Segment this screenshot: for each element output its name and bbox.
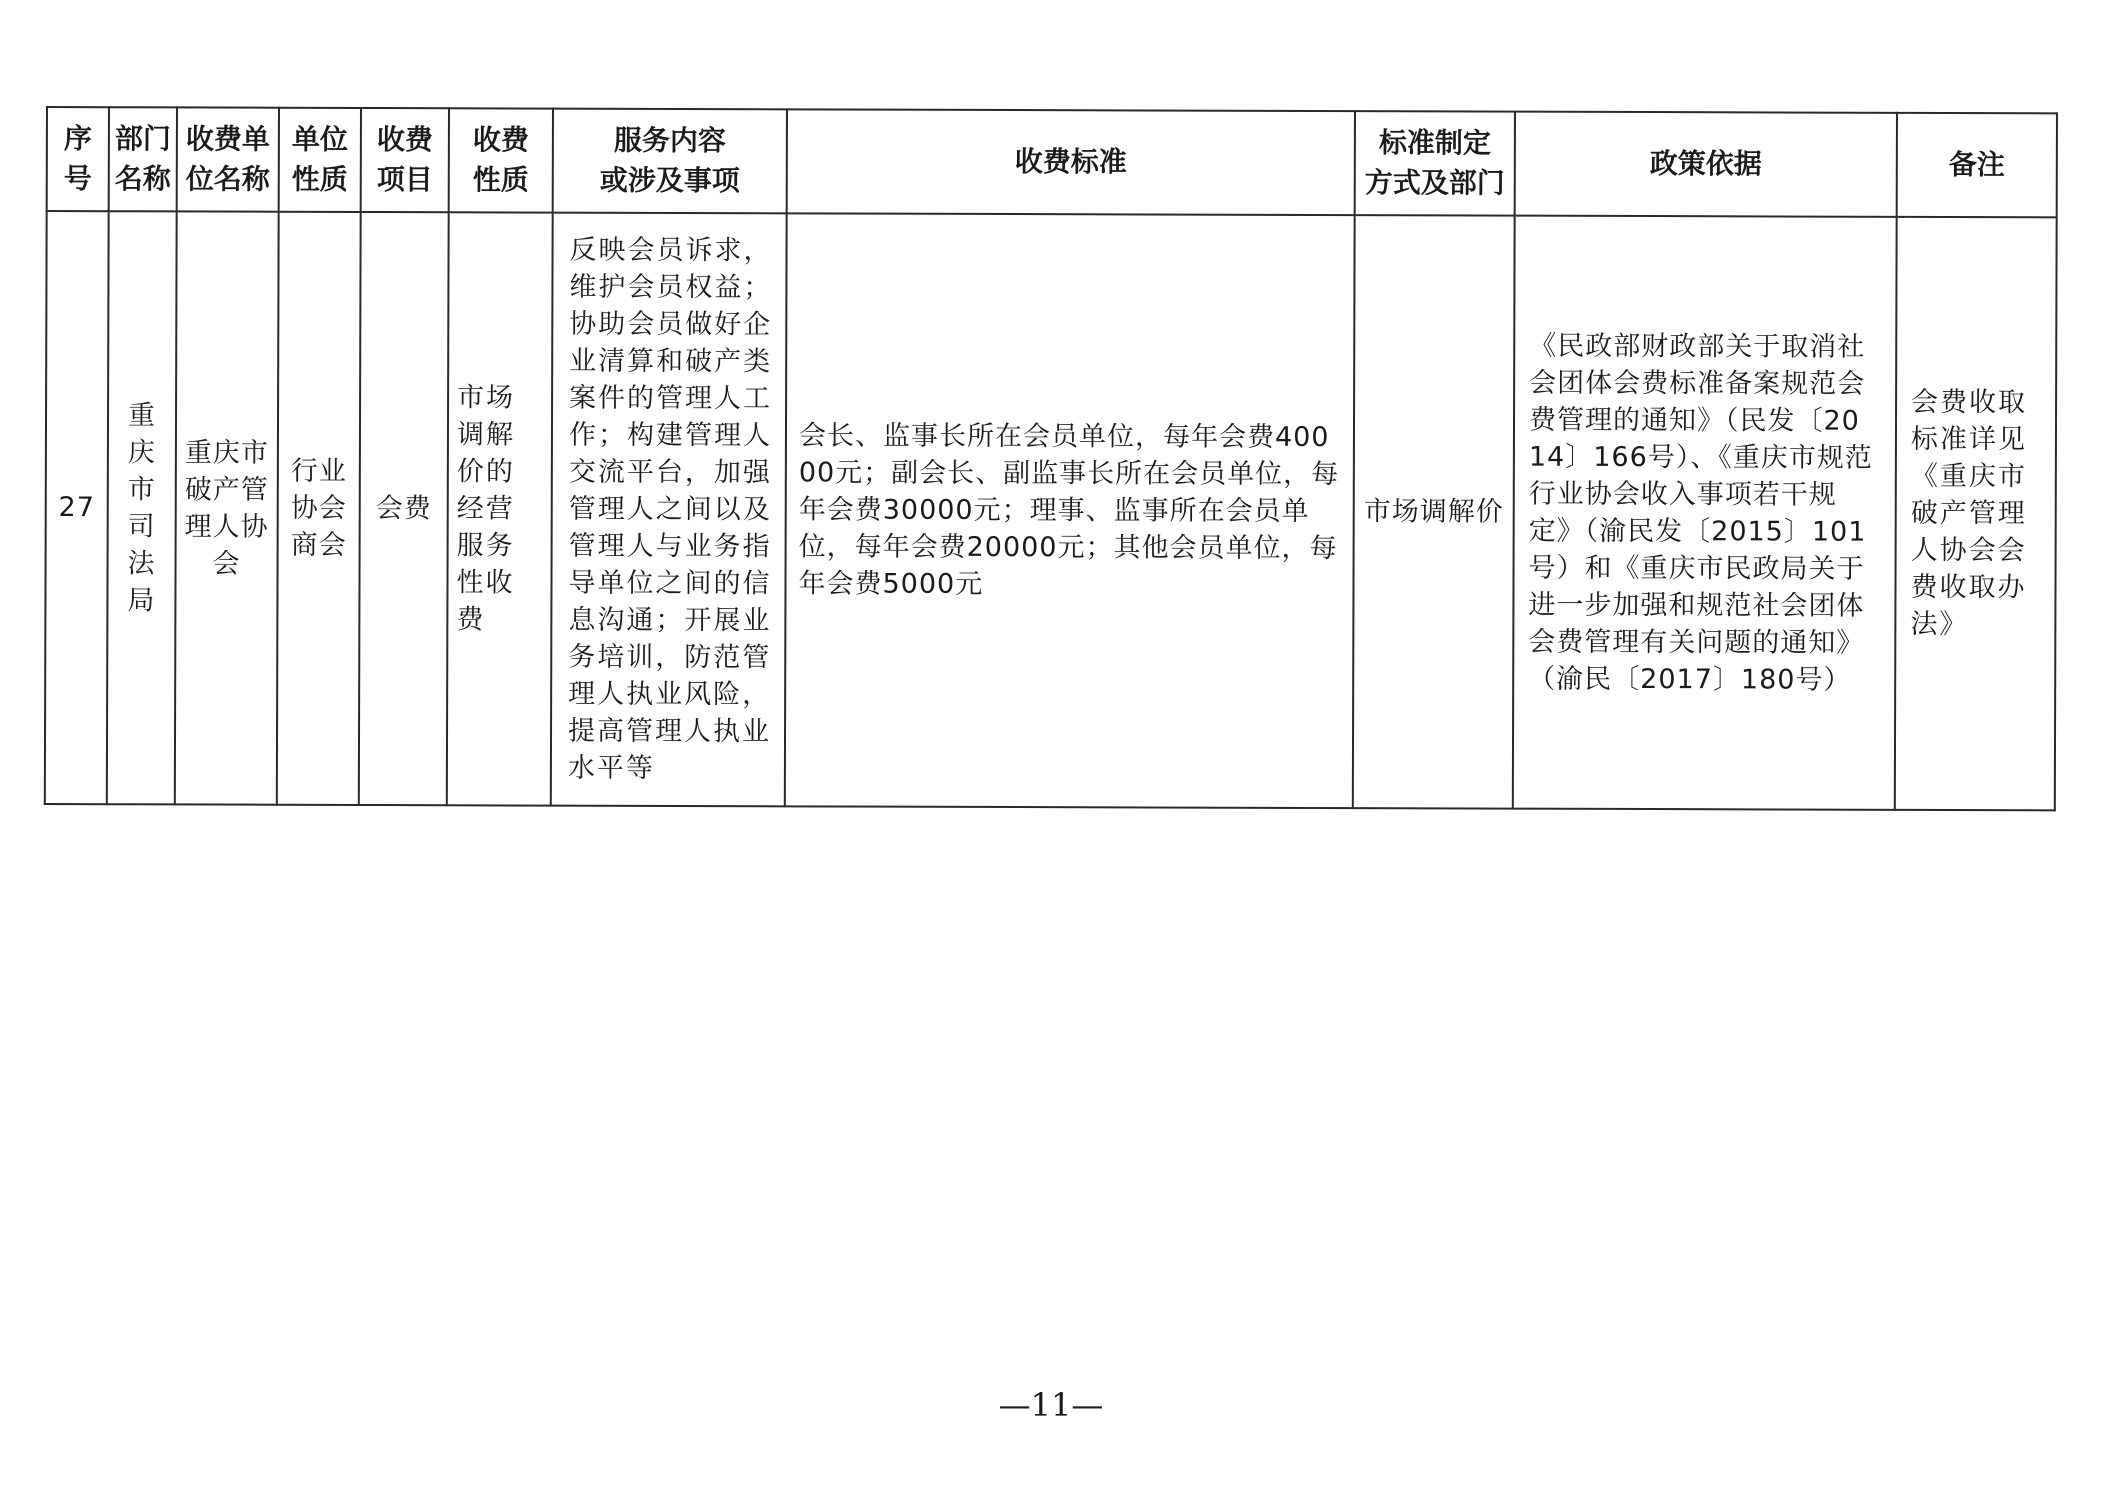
header-remark bbox=[1897, 113, 2057, 218]
header-standard bbox=[787, 109, 1355, 215]
cell-item-text: 会费 bbox=[375, 493, 432, 525]
header-unit-line-2: 位名称 bbox=[185, 162, 270, 196]
cell-policy bbox=[1513, 216, 1897, 810]
header-seq bbox=[47, 107, 109, 211]
cell-method-text: 市场调解价 bbox=[1363, 496, 1504, 528]
page-number: —11— bbox=[998, 1386, 1104, 1424]
cell-unit-text: 重庆市破产管理人协会 bbox=[184, 436, 269, 580]
header-unit bbox=[177, 107, 279, 211]
header-dept bbox=[109, 107, 177, 211]
header-dept-line-1: 部门 bbox=[114, 122, 171, 156]
cell-seq-text: 27 bbox=[58, 492, 95, 524]
header-unit-line-1: 收费单 bbox=[185, 122, 270, 156]
cell-service bbox=[551, 213, 787, 807]
header-nature-line-2: 性质 bbox=[472, 163, 529, 197]
header-row bbox=[47, 107, 2057, 217]
header-standard-label: 收费标准 bbox=[1014, 145, 1127, 179]
header-seq-line-1: 序 bbox=[63, 122, 92, 156]
cell-unit-type-text: 行业协会商会 bbox=[290, 455, 347, 561]
header-dept-line-2: 名称 bbox=[114, 162, 171, 196]
cell-dept bbox=[107, 211, 177, 804]
cell-dept-text: 重庆市司法局 bbox=[127, 399, 157, 616]
header-policy-label: 政策依据 bbox=[1649, 147, 1762, 181]
cell-nature-text: 市场调解价的经营服务性收费 bbox=[456, 382, 516, 636]
header-nature-line-1: 收费 bbox=[472, 123, 529, 157]
cell-seq bbox=[45, 211, 109, 804]
header-nature bbox=[449, 108, 553, 212]
header-item-line-2: 项目 bbox=[376, 163, 433, 197]
header-policy bbox=[1515, 112, 1897, 217]
header-method bbox=[1355, 111, 1515, 216]
header-service-line-1: 服务内容 bbox=[613, 123, 726, 158]
table-row bbox=[45, 211, 2057, 810]
cell-service-text: 反映会员诉求，维护会员权益；协助会员做好企业清算和破产类案件的管理人工作；构建管理人交流平台，加强管理人之间以及管理人与业务指导单位之间的信息沟通；开展业务培训，防范管理人执业风险，提高管理人执业水平等 bbox=[567, 234, 773, 784]
header-method-line-2: 方式及部门 bbox=[1364, 166, 1505, 200]
cell-method bbox=[1353, 215, 1515, 808]
cell-nature bbox=[447, 212, 553, 805]
header-service bbox=[553, 109, 787, 214]
header-item-line-1: 收费 bbox=[376, 123, 433, 157]
cell-unit bbox=[175, 211, 279, 804]
cell-remark-text: 会费收取标准详见《重庆市破产管理人协会会费收取办法》 bbox=[1910, 386, 2028, 641]
cell-unit-type bbox=[277, 212, 361, 805]
header-remark-label: 备注 bbox=[1948, 147, 2005, 182]
header-service-line-2: 或涉及事项 bbox=[599, 163, 740, 198]
cell-standard-text: 会长、监事长所在会员单位，每年会费40000元；副会长、副监事长所在会员单位，每年会费30000元；理事、监事所在会员单位，每年会费20000元；其他会员单位，每年会费5000元 bbox=[798, 420, 1340, 600]
cell-remark bbox=[1895, 217, 2057, 810]
header-item bbox=[361, 108, 449, 212]
header-unit-type-line-2: 性质 bbox=[291, 162, 348, 196]
header-unit-type bbox=[279, 108, 361, 212]
fee-table bbox=[44, 106, 2058, 811]
header-method-line-1: 标准制定 bbox=[1378, 126, 1491, 160]
header-unit-type-line-1: 单位 bbox=[291, 122, 348, 156]
header-seq-line-2: 号 bbox=[63, 162, 92, 196]
cell-standard bbox=[785, 213, 1355, 808]
cell-policy-text: 《民政部财政部关于取消社会团体会费标准备案规范会费管理的通知》（民发〔2014〕166号）、《重庆市规范行业协会收入事项若干规定》（渝民发〔2015〕101号）和《重庆市民政局关于进一步加强和规范社会团体会费管理有关问题的通知》（渝民〔2017〕180号） bbox=[1528, 330, 1873, 696]
cell-item bbox=[359, 212, 449, 805]
